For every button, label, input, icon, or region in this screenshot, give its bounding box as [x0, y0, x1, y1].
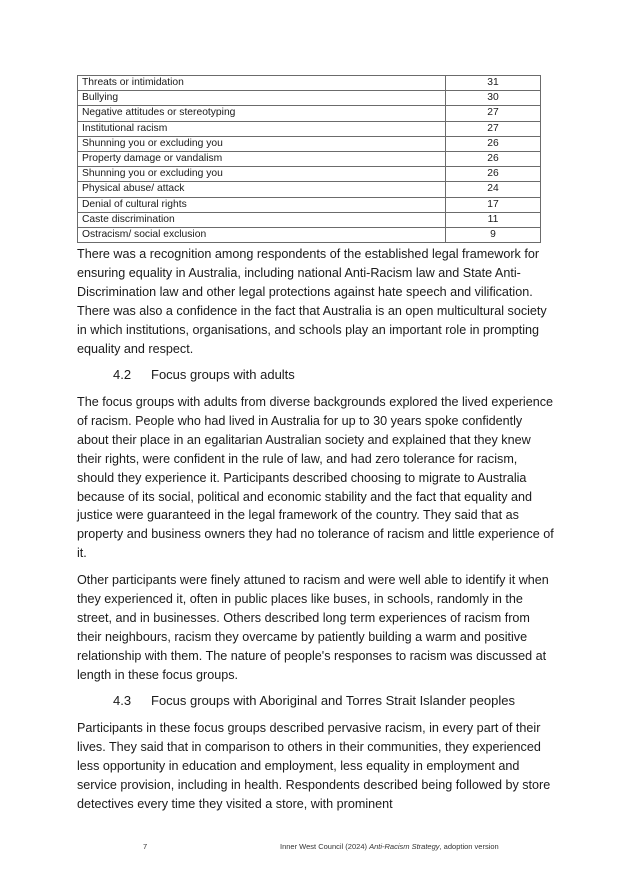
paragraph-attuned-to-racism: Other participants were finely attuned to racism and were well able to identify it when they experienced it, often in public places like buses, in schools, randomly in the street, and in businesses. Others described long term experiences of racism from their neighbours, racism they overcame by patiently building a warm and positive relationship with them. The nature of people's responses to racism was discussed at length in these focus groups.	[77, 573, 549, 682]
category-cell: Shunning you or excluding you	[78, 167, 446, 182]
table-row	[78, 106, 541, 121]
category-cell: Institutional racism	[78, 121, 446, 136]
section-title: Focus groups with Aboriginal and Torres Strait Islander peoples	[151, 693, 515, 708]
category-cell: Negative attitudes or stereotyping	[78, 106, 446, 121]
table-row	[78, 197, 541, 212]
category-cell: Physical abuse/ attack	[78, 182, 446, 197]
table-row	[78, 228, 541, 243]
page-number: 7	[143, 842, 148, 851]
count-cell: 27	[445, 121, 540, 136]
count-cell: 31	[445, 76, 540, 91]
footer-document-title: Anti-Racism Strategy	[369, 842, 440, 851]
table-row	[78, 212, 541, 227]
table-row	[78, 121, 541, 136]
table-row	[78, 91, 541, 106]
count-cell: 26	[445, 152, 540, 167]
category-cell: Bullying	[78, 91, 446, 106]
paragraph-adults-focus-groups: The focus groups with adults from diverse backgrounds explored the lived experience of racism. People who had lived in Australia for up to 30 years spoke confidently about their place in an egalitarian Australian society and explained that they knew their rights, were confident in the rule of law, and had zero tolerance for racism, should they experience it. Participants described choosing to migrate to Australia because of its social, political and economic stability and the fact that equality and justice were guaranteed in the legal framework of the country. They said that as property and business owners they had no tolerance of racism and little experience of it.	[77, 395, 554, 561]
category-cell: Caste discrimination	[78, 212, 446, 227]
count-cell: 11	[445, 212, 540, 227]
table-row	[78, 136, 541, 151]
category-cell: Threats or intimidation	[78, 76, 446, 91]
count-cell: 24	[445, 182, 540, 197]
count-cell: 26	[445, 136, 540, 151]
category-cell: Ostracism/ social exclusion	[78, 228, 446, 243]
count-cell: 30	[445, 91, 540, 106]
paragraph-aboriginal-focus-groups: Participants in these focus groups described pervasive racism, in every part of their lives. They said that in comparison to others in their communities, they experienced less opportunity in education and employment, less equality in employment and service provision, including in health. Respondents described being followed by store detectives every time they visited a store, with prominent	[77, 721, 551, 811]
category-cell: Denial of cultural rights	[78, 197, 446, 212]
footer-source: Inner West Council (2024)	[280, 842, 370, 851]
count-cell: 9	[445, 228, 540, 243]
count-cell: 17	[445, 197, 540, 212]
section-heading-4-3	[113, 692, 553, 710]
section-title: Focus groups with adults	[151, 367, 295, 382]
paragraph-legal-framework: There was a recognition among respondents of the established legal framework for ensuring equality in Australia, including national Anti-Racism law and State Anti-Discrimination law and other legal protections against hate speech and vilification. There was also a confidence in the fact that Australia is an open multicultural society in which institutions, organisations, and schools play an important role in prompting equality and respect.	[77, 247, 547, 356]
category-cell: Property damage or vandalism	[78, 152, 446, 167]
category-cell: Shunning you or excluding you	[78, 136, 446, 151]
table-row	[78, 167, 541, 182]
table-row	[78, 182, 541, 197]
section-heading-4-2	[113, 366, 553, 384]
section-number: 4.3	[113, 693, 132, 708]
section-number: 4.2	[113, 367, 132, 382]
count-cell: 26	[445, 167, 540, 182]
footer-version: , adoption version	[439, 842, 499, 851]
table-row	[78, 152, 541, 167]
table-body	[78, 76, 541, 243]
count-cell: 27	[445, 106, 540, 121]
racism-types-table	[77, 75, 541, 243]
footer-text	[280, 842, 499, 852]
table-row	[78, 76, 541, 91]
